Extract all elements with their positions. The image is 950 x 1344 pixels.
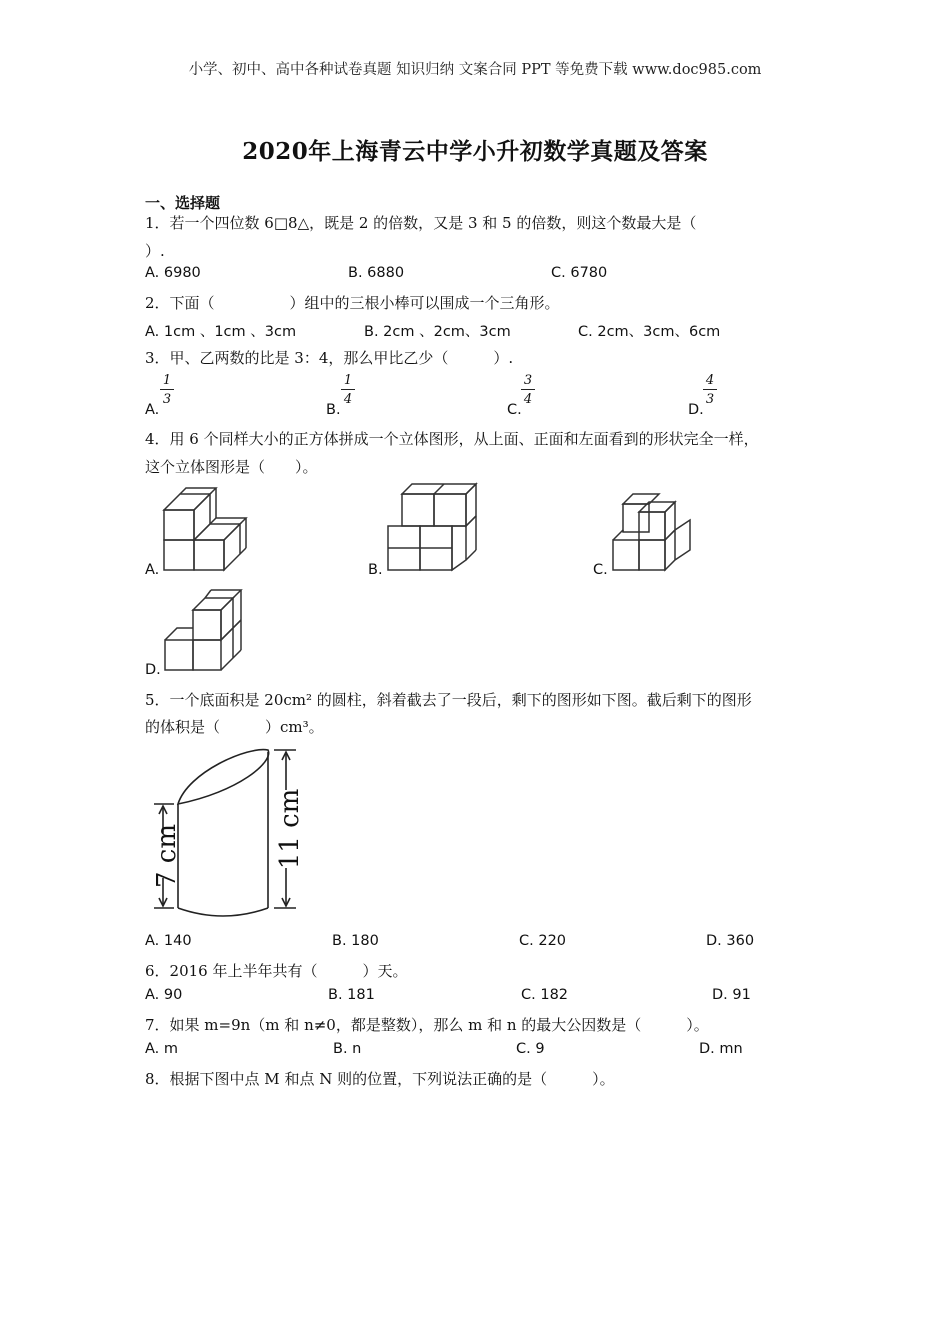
q1-option-b: B. 6880 [348,265,405,281]
q1-option-a: A. 6980 [145,265,201,281]
q4-option-a-label: A. [145,562,160,578]
q3-option-c-label: C. [507,402,522,418]
q7-option-c: C. 9 [516,1041,545,1057]
q3-text: 3．甲、乙两数的比是 3：4，那么甲比乙少（ ）. [145,349,514,367]
q3-option-b-label: B. [326,402,341,418]
site-header: 小学、初中、高中各种试卷真题 知识归纳 文案合同 PPT 等免费下载 www.doc985.com [188,62,762,78]
q4-option-d-label: D. [145,662,161,678]
q5-dim-11cm: 11 cm [275,788,305,870]
q2-option-b: B. 2cm 、2cm、3cm [364,324,511,340]
q5-dim-7cm: 7 cm [152,823,182,889]
q5-cylinder-figure [148,742,308,922]
q2-option-c: C. 2cm、3cm、6cm [578,324,721,340]
q3-option-a-label: A. [145,402,160,418]
q4-figure-d [162,586,252,676]
q4-text-line1: 4．用 6 个同样大小的正方体拼成一个立体图形，从上面、正面和左面看到的形状完全一样， [145,430,759,448]
q5-option-d: D. 360 [706,933,755,949]
q7-text: 7．如果 m=9n（m 和 n≠0，都是整数），那么 m 和 n 的最大公因数是（ ）。 [145,1016,709,1034]
q6-text: 6．2016 年上半年共有（ ）天。 [145,962,408,980]
q3-option-c-fraction: 3 4 [521,374,535,406]
q3-option-b-fraction: 1 4 [341,374,355,406]
q1-text-line2: ）. [145,242,165,260]
q4-figure-c [610,486,700,576]
q5-option-b: B. 180 [332,933,379,949]
q6-option-d: D. 91 [712,987,751,1003]
q3-option-d-fraction: 4 3 [703,374,717,406]
q7-option-d: D. mn [699,1041,743,1057]
q4-figure-b [386,480,486,576]
q1-option-c: C. 6780 [551,265,608,281]
page-title: 2020年上海青云中学小升初数学真题及答案 [242,138,708,165]
q4-figure-a [160,484,260,576]
q8-text: 8．根据下图中点 M 和点 N 则的位置，下列说法正确的是（ ）。 [145,1070,615,1088]
q7-option-b: B. n [333,1041,362,1057]
section-heading: 一、选择题 [145,194,221,212]
q5-text-line1: 5．一个底面积是 20cm² 的圆柱，斜着截去了一段后，剩下的图形如下图。截后剩下的图形 [145,691,752,709]
q4-option-b-label: B. [368,562,383,578]
q1-text-line1: 1．若一个四位数 6□8△，既是 2 的倍数，又是 3 和 5 的倍数，则这个数最大是（ [145,214,697,232]
q2-option-a: A. 1cm 、1cm 、3cm [145,324,297,340]
q6-option-b: B. 181 [328,987,375,1003]
q4-option-c-label: C. [593,562,608,578]
q7-option-a: A. m [145,1041,179,1057]
q6-option-a: A. 90 [145,987,183,1003]
q4-text-line2: 这个立体图形是（ ）。 [145,458,318,476]
q6-option-c: C. 182 [521,987,569,1003]
q5-text-line2: 的体积是（ ）cm³。 [145,718,324,736]
q2-text: 2．下面（ ）组中的三根小棒可以围成一个三角形。 [145,294,560,312]
q3-option-a-fraction: 1 3 [160,374,174,406]
q3-option-d-label: D. [688,402,704,418]
q5-option-a: A. 140 [145,933,192,949]
q5-option-c: C. 220 [519,933,567,949]
